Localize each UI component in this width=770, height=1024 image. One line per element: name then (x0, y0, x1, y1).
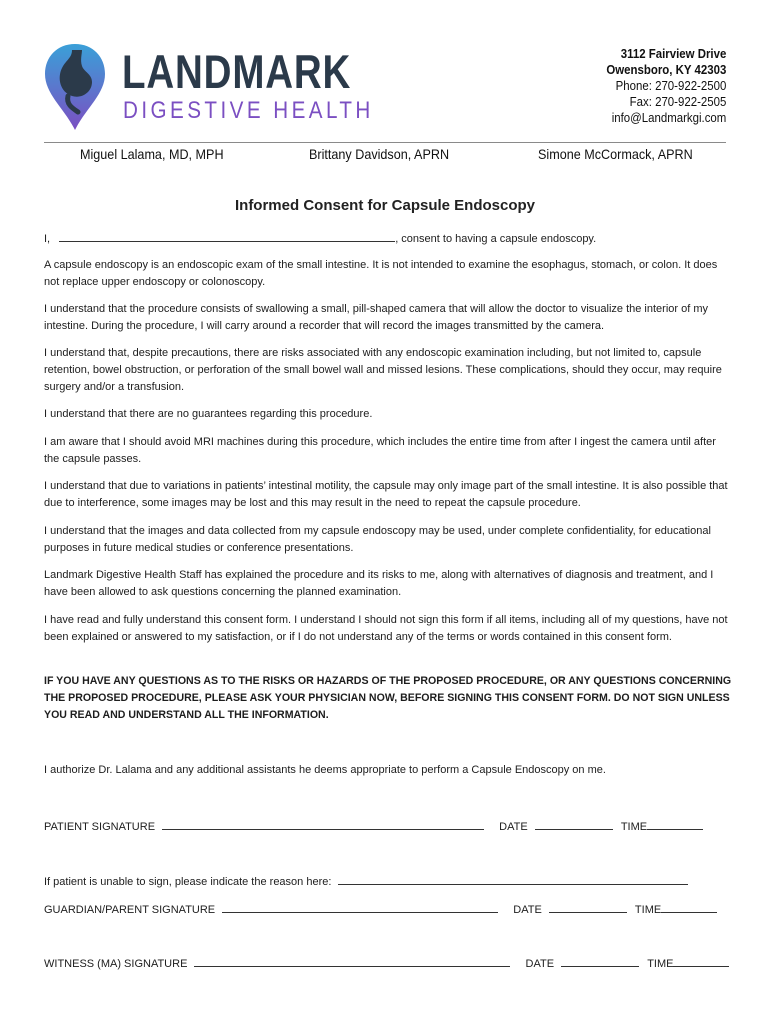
witness-date-field[interactable] (561, 955, 639, 967)
paragraph: I understand that, despite precautions, there are risks associated with any endoscopic examination including, but not limited to, capsule retention, bowel obstruction, or perforation of the small bowel wall and missed lesions. These complications, should they occur, may require surgery and/or a transfusion. (44, 347, 722, 393)
physician-name: Miguel Lalama, MD, MPH (80, 146, 224, 162)
consent-suffix: , consent to having a capsule endoscopy. (395, 233, 597, 245)
physician-name: Brittany Davidson, APRN (309, 146, 450, 162)
paragraph: I have read and fully understand this consent form. I understand I should not sign this form if all items, including all of my questions, have not been explained or answered to my satisfaction, or if I do not understand any of the terms or words contained in this consent form. (44, 614, 728, 643)
paragraph: I understand that due to variations in patients’ intestinal motility, the capsule may only image part of the small intestine. It is also possible that due to interference, some images may be lost and this may result in the need to repeat the capsule procedure. (44, 480, 728, 509)
fax-number: Fax: 270-922-2505 (629, 94, 726, 109)
patient-signature-label: PATIENT SIGNATURE (44, 821, 156, 833)
patient-signature-field[interactable] (162, 818, 484, 830)
witness-signature-field[interactable] (194, 955, 510, 967)
phone-number: Phone: 270-922-2500 (615, 78, 726, 93)
unable-to-sign-row (44, 873, 688, 888)
time-label: TIME (620, 821, 648, 833)
date-label: DATE (525, 958, 555, 970)
consent-prefix: I, (44, 233, 51, 245)
paragraph: I am aware that I should avoid MRI machines during this procedure, which includes the entire time from after I ingest the camera until after the capsule passes. (44, 436, 716, 465)
logo-word-digestive-health: DIGESTIVE HEALTH (123, 97, 374, 124)
patient-time-field[interactable] (647, 818, 703, 830)
witness-signature-row (44, 955, 729, 970)
date-label: DATE (513, 904, 542, 916)
guardian-signature-label: GUARDIAN/PARENT SIGNATURE (44, 904, 216, 916)
witness-signature-label: WITNESS (MA) SIGNATURE (44, 958, 188, 970)
email-address: info@Landmarkgi.com (611, 110, 726, 125)
guardian-signature-field[interactable] (222, 901, 498, 913)
guardian-time-field[interactable] (661, 901, 717, 913)
patient-name-field[interactable] (59, 230, 395, 242)
address-street: 3112 Fairview Drive (620, 46, 726, 61)
patient-signature-row (44, 818, 703, 833)
form-title: Informed Consent for Capsule Endoscopy (234, 197, 536, 214)
landmark-logo (42, 42, 374, 132)
time-label: TIME (647, 958, 674, 970)
unable-reason-label: If patient is unable to sign, please indicate the reason here: (44, 876, 332, 888)
location-pin-stomach-icon (42, 42, 108, 132)
guardian-signature-row (44, 901, 717, 916)
unable-reason-field[interactable] (338, 873, 688, 885)
paragraph: Landmark Digestive Health Staff has explained the procedure and its risks to me, along with alternatives of diagnosis and treatment, and I have been allowed to ask questions concerning the planned examination. (44, 569, 714, 598)
physician-name: Simone McCormack, APRN (538, 146, 693, 162)
consent-name-line (44, 230, 596, 245)
practice-address (606, 46, 726, 126)
patient-date-field[interactable] (535, 818, 613, 830)
authorization-statement: I authorize Dr. Lalama and any additional assistants he deems appropriate to perform a Capsule Endoscopy on me. (44, 764, 606, 776)
warning-notice: IF YOU HAVE ANY QUESTIONS AS TO THE RISKS OR HAZARDS OF THE PROPOSED PROCEDURE, OR ANY QUESTIONS CONCERNING THE PROPOSED PROCEDURE, PLEASE ASK YOUR PHYSICIAN NOW, BEFORE SIGNING THIS CONSENT FORM. DO NOT SIGN UNLESS YOU READ AND UNDERSTAND ALL THE INFORMATION. (44, 675, 732, 721)
address-city: Owensboro, KY 42303 (606, 62, 726, 77)
paragraph: A capsule endoscopy is an endoscopic exam of the small intestine. It is not intended to examine the esophagus, stomach, or colon. It does not replace upper endoscopy or colonoscopy. (44, 259, 718, 288)
time-label: TIME (634, 904, 662, 916)
paragraph: I understand that the images and data collected from my capsule endoscopy may be used, under complete confidentiality, for educational purposes in future medical studies or conference presentations. (44, 525, 711, 554)
logo-word-landmark: LANDMARK (122, 45, 352, 98)
date-label: DATE (499, 821, 528, 833)
paragraph: I understand that there are no guarantees regarding this procedure. (44, 408, 373, 420)
paragraph: I understand that the procedure consists of swallowing a small, pill-shaped camera that will allow the doctor to visualize the interior of my intestine. During the procedure, I will carry around a recorder that will record the images transmitted by the camera. (44, 303, 708, 332)
header-divider (44, 142, 726, 143)
guardian-date-field[interactable] (549, 901, 627, 913)
witness-time-field[interactable] (673, 955, 729, 967)
